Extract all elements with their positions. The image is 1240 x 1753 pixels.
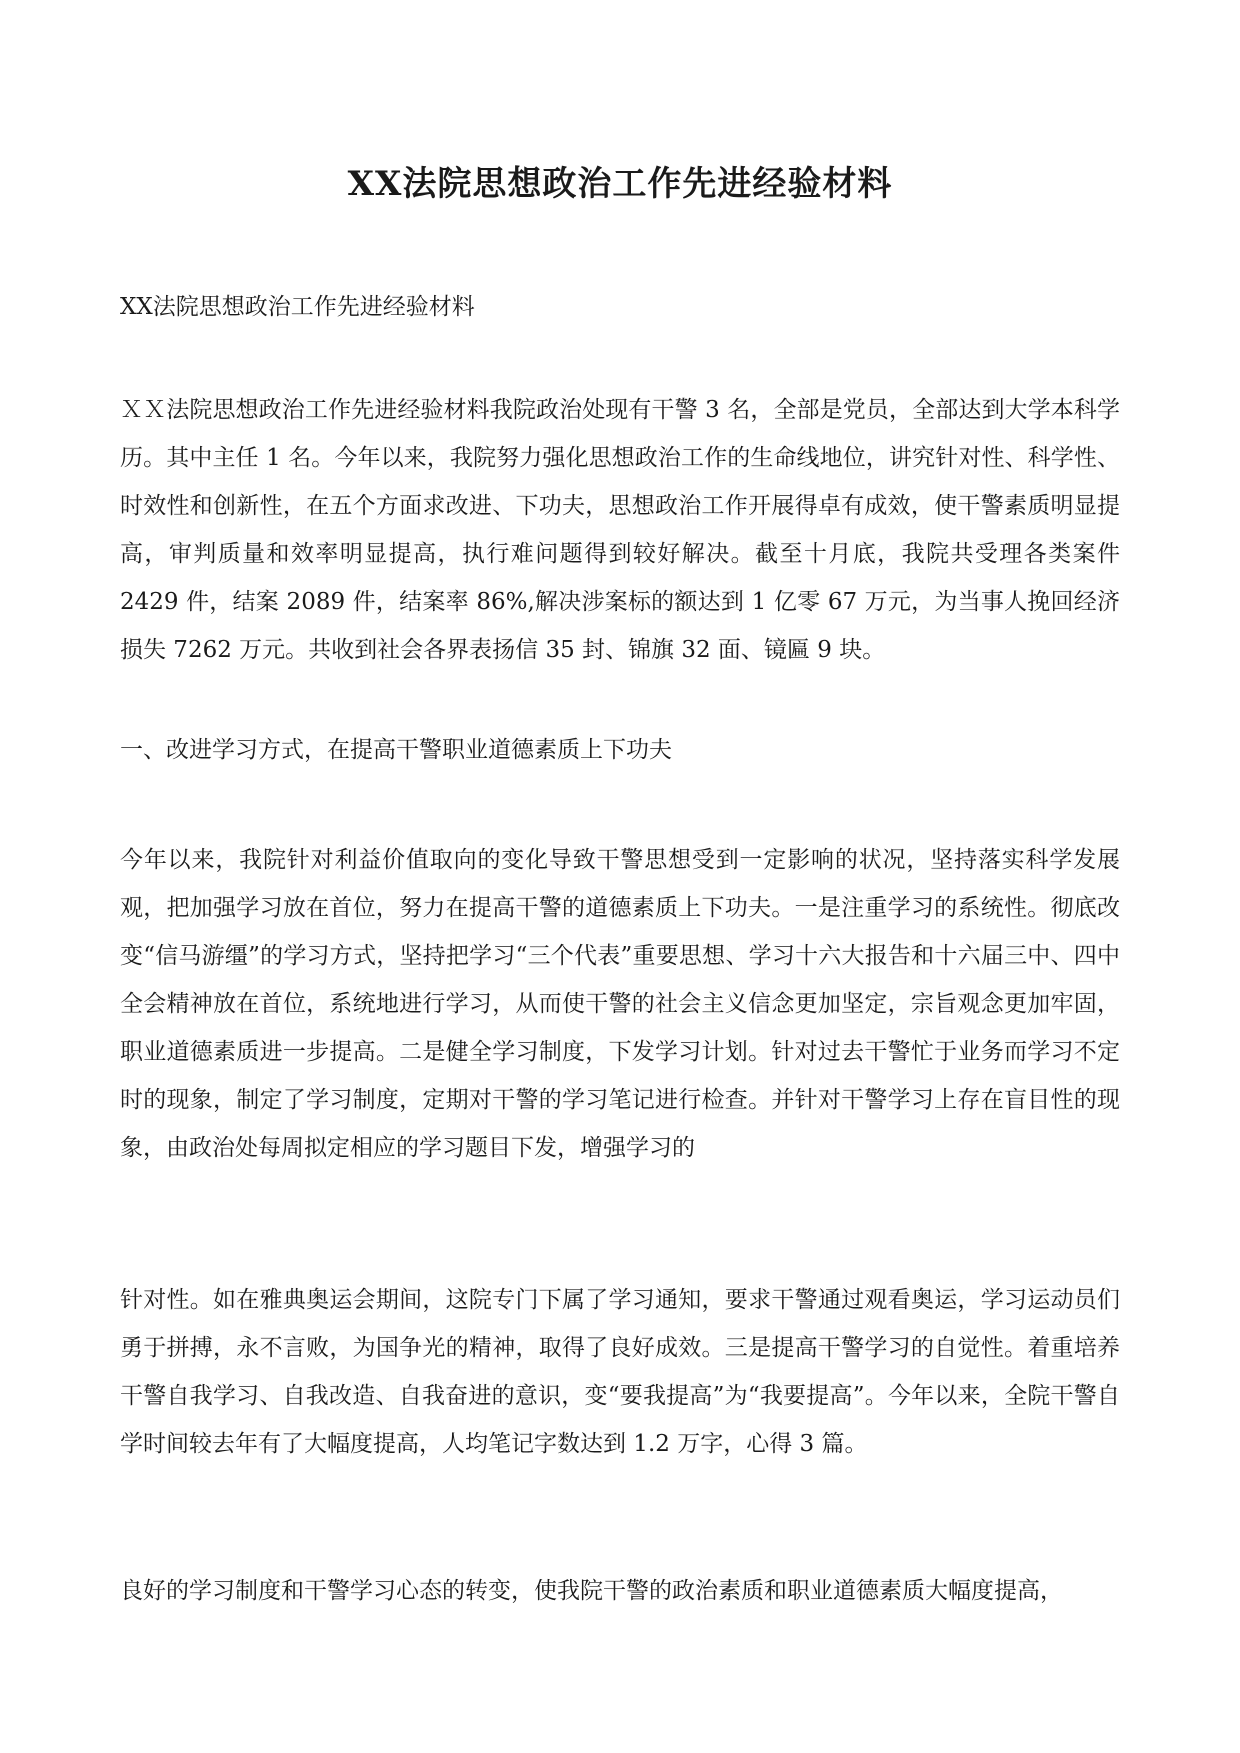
paragraph-section-1-body: 今年以来，我院针对利益价值取向的变化导致干警思想受到一定影响的状况，坚持落实科学发展观，把加强学习放在首位，努力在提高干警的道德素质上下功夫。一是注重学习的系统性。彻底改变“信马游缰”的学习方式，坚持把学习“三个代表”重要思想、学习十六大报告和十六届三中、四中全会精神放在首位，系统地进行学习，从而使干警的社会主义信念更加坚定，宗旨观念更加牢固，职业道德素质进一步提高。二是健全学习制度，下发学习计划。针对过去干警忙于业务而学习不定时的现象，制定了学习制度，定期对干警的学习笔记进行检查。并针对干警学习上存在盲目性的现象，由政治处每周拟定相应的学习题目下发，增强学习的 xyxy=(120,847,1120,1161)
paragraph-intro: ＸＸ法院思想政治工作先进经验材料我院政治处现有干警 3 名，全部是党员，全部达到大学本科学历。其中主任 1 名。今年以来，我院努力强化思想政治工作的生命线地位，讲究针对性、科学性、时效性和创新性，在五个方面求改进、下功夫，思想政治工作开展得卓有成效，使干警素质明显提高，审判质量和效率明显提高，执行难问题得到较好解决。截至十月底，我院共受理各类案件 2429 件，结案 2089 件，结案率 86%,解决涉案标的额达到 1 亿零 67 万元，为当事人挽回经济损失 7262 万元。共收到社会各界表扬信 35 封、锦旗 32 面、镜匾 9 块。 xyxy=(120,397,1120,663)
paragraph-section-1-continued: 针对性。如在雅典奥运会期间，这院专门下属了学习通知，要求干警通过观看奥运，学习运动员们勇于拼搏，永不言败，为国争光的精神，取得了良好成效。三是提高干警学习的自觉性。着重培养干警自我学习、自我改造、自我奋进的意识，变“要我提高”为“我要提高”。今年以来，全院干警自学时间较去年有了大幅度提高，人均笔记字数达到 1.2 万字，心得 3 篇。 xyxy=(120,1287,1120,1457)
document-subtitle: XX法院思想政治工作先进经验材料 xyxy=(120,294,475,320)
section-heading-1: 一、改进学习方式，在提高干警职业道德素质上下功夫 xyxy=(120,737,672,763)
document-title: XX法院思想政治工作先进经验材料 xyxy=(347,164,893,204)
paragraph-section-1-closing: 良好的学习制度和干警学习心态的转变，使我院干警的政治素质和职业道德素质大幅度提高， xyxy=(120,1578,1063,1604)
